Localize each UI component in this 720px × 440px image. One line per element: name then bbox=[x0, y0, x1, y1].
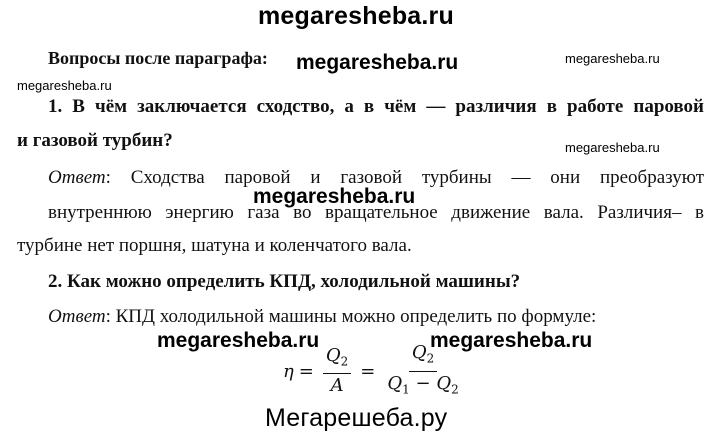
watermark-small: megaresheba.ru bbox=[17, 78, 112, 93]
watermark: megaresheba.ru bbox=[157, 329, 320, 352]
watermark-small: megaresheba.ru bbox=[565, 51, 660, 66]
watermark-top: megaresheba.ru bbox=[258, 2, 454, 30]
question-1-line-1: 1. В чём заключается сходство, а в чём — различия в работе паровой bbox=[48, 96, 704, 117]
watermark: megaresheba.ru bbox=[296, 51, 459, 74]
watermark: megaresheba.ru bbox=[253, 185, 416, 208]
formula-equals: = bbox=[360, 360, 376, 382]
section-heading: Вопросы после параграфа: bbox=[48, 48, 268, 68]
watermark-bottom: Мегарешеба.ру bbox=[265, 404, 448, 432]
formula-eta: η bbox=[283, 360, 294, 382]
fraction-1-denominator: A bbox=[330, 375, 344, 397]
answer-label: Ответ bbox=[48, 167, 106, 188]
watermark-small: megaresheba.ru bbox=[565, 140, 660, 155]
answer-2-line bbox=[48, 306, 596, 328]
efficiency-formula bbox=[283, 343, 466, 399]
formula-fraction-2 bbox=[384, 342, 461, 400]
watermark: megaresheba.ru bbox=[430, 329, 593, 352]
answer-1-line-1 bbox=[48, 167, 704, 189]
answer-1-line-3: турбине нет поршня, шатуна и коленчатого вала. bbox=[17, 235, 412, 256]
fraction-1-numerator: $Q_2$ bbox=[323, 345, 351, 375]
answer-2-text: : КПД холодильной машины можно определить по формуле: bbox=[105, 306, 597, 327]
formula-equals: = bbox=[298, 360, 314, 382]
fraction-2-numerator: $Q_2$ bbox=[409, 342, 437, 372]
fraction-2-denominator: $Q_1 - Q_2$ bbox=[387, 372, 459, 397]
answer-1-line-2: внутреннюю энергию газа во вращательное движение вала. Различия– в bbox=[48, 202, 704, 223]
question-1-line-2: и газовой турбин? bbox=[17, 130, 173, 151]
question-2: 2. Как можно определить КПД, холодильной машины? bbox=[48, 271, 521, 292]
answer-label: Ответ bbox=[48, 306, 106, 327]
answer-1-text: : Сходства паровой и газовой турбины — они преобразуют bbox=[105, 167, 704, 188]
formula-fraction-1 bbox=[323, 345, 351, 398]
